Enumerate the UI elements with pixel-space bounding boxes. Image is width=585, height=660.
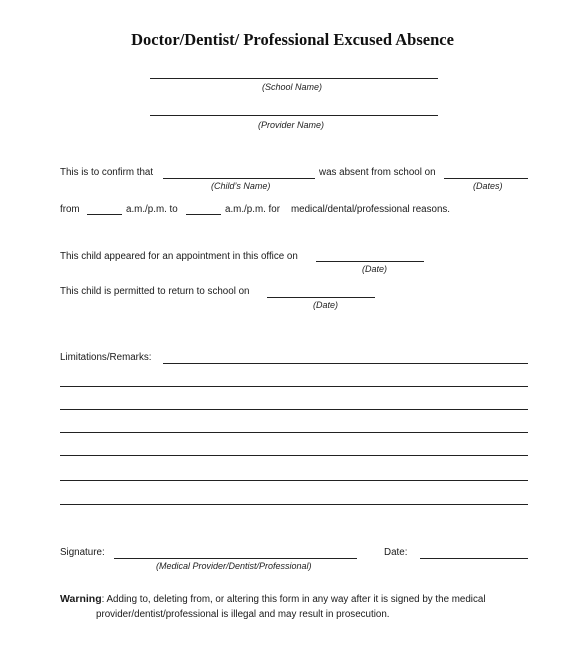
form-title: Doctor/Dentist/ Professional Excused Absence (131, 30, 454, 49)
warning-line-1 (60, 593, 486, 605)
remarks-line[interactable] (60, 455, 528, 456)
provider-name-line[interactable] (150, 115, 438, 116)
remarks-line[interactable] (60, 480, 528, 481)
appointment-label: This child appeared for an appointment in this office on (60, 251, 298, 262)
remarks-line[interactable] (60, 409, 528, 410)
limitations-label: Limitations/Remarks: (60, 352, 152, 363)
absent-label: was absent from school on (319, 167, 436, 178)
date-label: Date: (384, 547, 408, 558)
dates-line[interactable] (444, 178, 528, 179)
provider-name-caption: (Provider Name) (258, 120, 325, 130)
remarks-line[interactable] (163, 363, 528, 364)
reasons-label: medical/dental/professional reasons. (291, 204, 451, 215)
return-date-line[interactable] (267, 297, 375, 298)
signature-line[interactable] (114, 558, 357, 559)
childs-name-caption: (Child’s Name) (211, 181, 271, 191)
ampm-for-label: a.m./p.m. for (225, 204, 280, 215)
ampm-to-label: a.m./p.m. to (126, 204, 178, 215)
return-date-caption: (Date) (313, 300, 339, 310)
remarks-line[interactable] (60, 386, 528, 387)
remarks-line[interactable] (60, 504, 528, 505)
warning-label: Warning (60, 593, 102, 605)
signature-date-line[interactable] (420, 558, 528, 559)
childs-name-line[interactable] (163, 178, 315, 179)
to-time-line[interactable] (186, 214, 221, 215)
signature-caption: (Medical Provider/Dentist/Professional) (156, 561, 312, 571)
from-label: from (60, 204, 80, 215)
school-name-line[interactable] (150, 78, 438, 79)
return-label: This child is permitted to return to school on (60, 286, 250, 297)
appointment-date-line[interactable] (316, 261, 424, 262)
warning-line-2: provider/dentist/professional is illegal and may result in prosecution. (96, 609, 390, 620)
from-time-line[interactable] (87, 214, 122, 215)
appointment-date-caption: (Date) (362, 264, 388, 274)
school-name-caption: (School Name) (262, 82, 323, 92)
confirm-label: This is to confirm that (60, 167, 154, 178)
signature-label: Signature: (60, 547, 105, 558)
warning-text: : Adding to, deleting from, or altering this form in any way after it is signed by the medical (101, 594, 486, 605)
dates-caption: (Dates) (473, 181, 503, 191)
remarks-line[interactable] (60, 432, 528, 433)
